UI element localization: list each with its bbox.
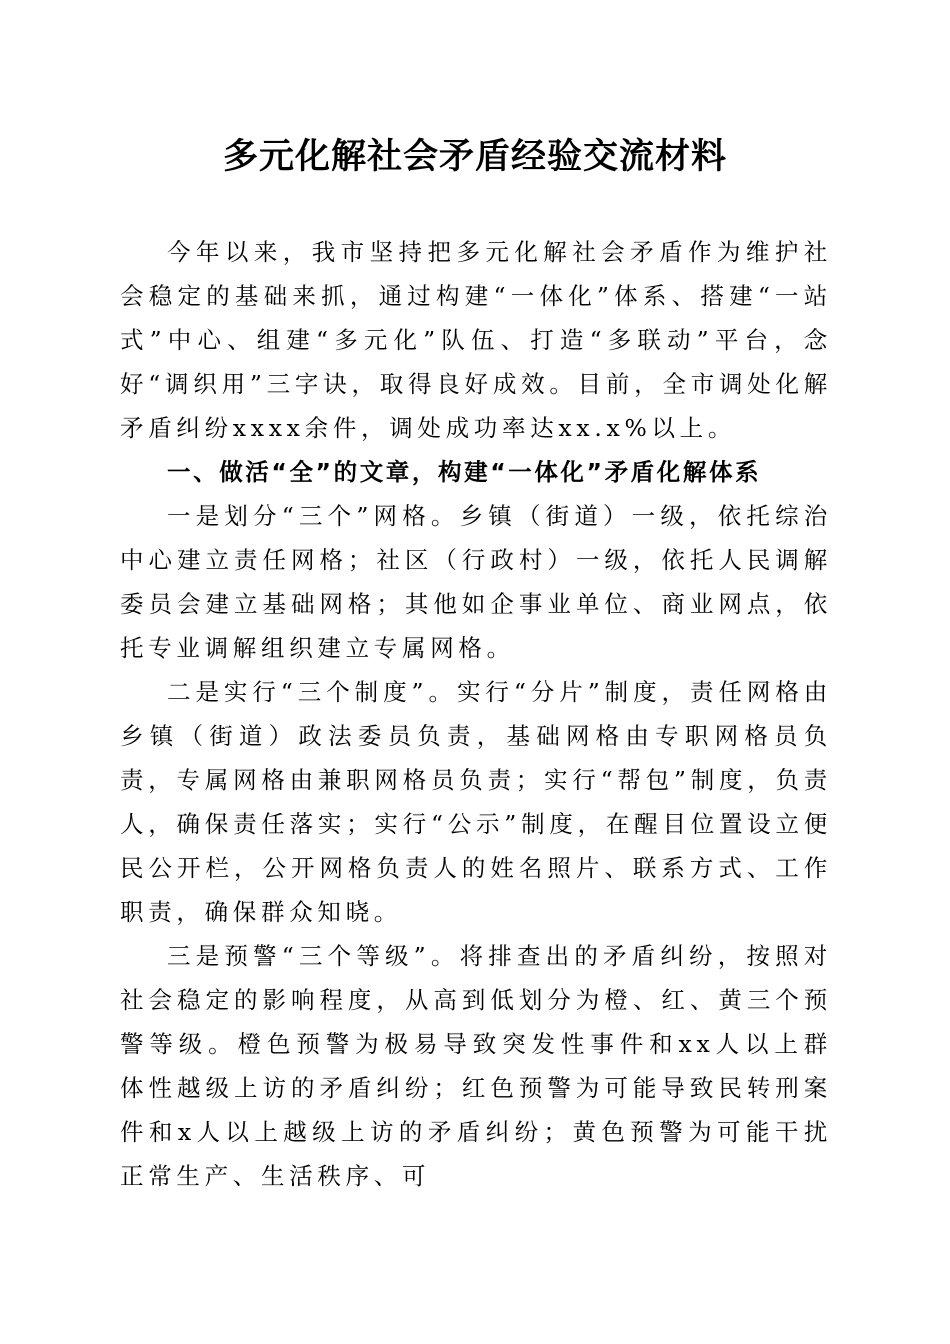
paragraph-three-systems: 二是实行“三个制度”。实行“分片”制度，责任网格由乡镇（街道）政法委员负责，基础网格由专职网格员负责，专属网格由兼职网格员负责；实行“帮包”制度，负责人，确保责任落实；实行“公示”制度，在醒目位置设立便民公开栏，公开网格负责人的姓名照片、联系方式、工作职责，确保群众知晓。: [120, 678, 832, 926]
document-title: 多元化解社会矛盾经验交流材料: [222, 136, 727, 177]
paragraph-grid-division: 一是划分“三个”网格。乡镇（街道）一级，依托综治中心建立责任网格；社区（行政村）一级，依托人民调解委员会建立基础网格；其他如企事业单位、商业网点，依托专业调解组织建立专属网格。: [120, 502, 832, 662]
document-body: [120, 230, 832, 1198]
paragraph-warning-levels: 三是预警“三个等级”。将排查出的矛盾纠纷，按照对社会稳定的影响程度，从高到低划分为橙、红、黄三个预警等级。橙色预警为极易导致突发性事件和xx人以上群体性越级上访的矛盾纠纷；红色预警为可能导致民转刑案件和x人以上越级上访的矛盾纠纷；黄色预警为可能干扰正常生产、生活秩序、可: [120, 942, 832, 1190]
intro-paragraph: 今年以来，我市坚持把多元化解社会矛盾作为维护社会稳定的基础来抓，通过构建“一体化”体系、搭建“一站式”中心、组建“多元化”队伍、打造“多联动”平台，念好“调织用”三字诀，取得良好成效。目前，全市调处化解矛盾纠纷xxxx余件，调处成功率达xx.x%以上。: [120, 238, 832, 442]
section-heading-1: 一、做活“全”的文章，构建“一体化”矛盾化解体系: [167, 458, 762, 486]
